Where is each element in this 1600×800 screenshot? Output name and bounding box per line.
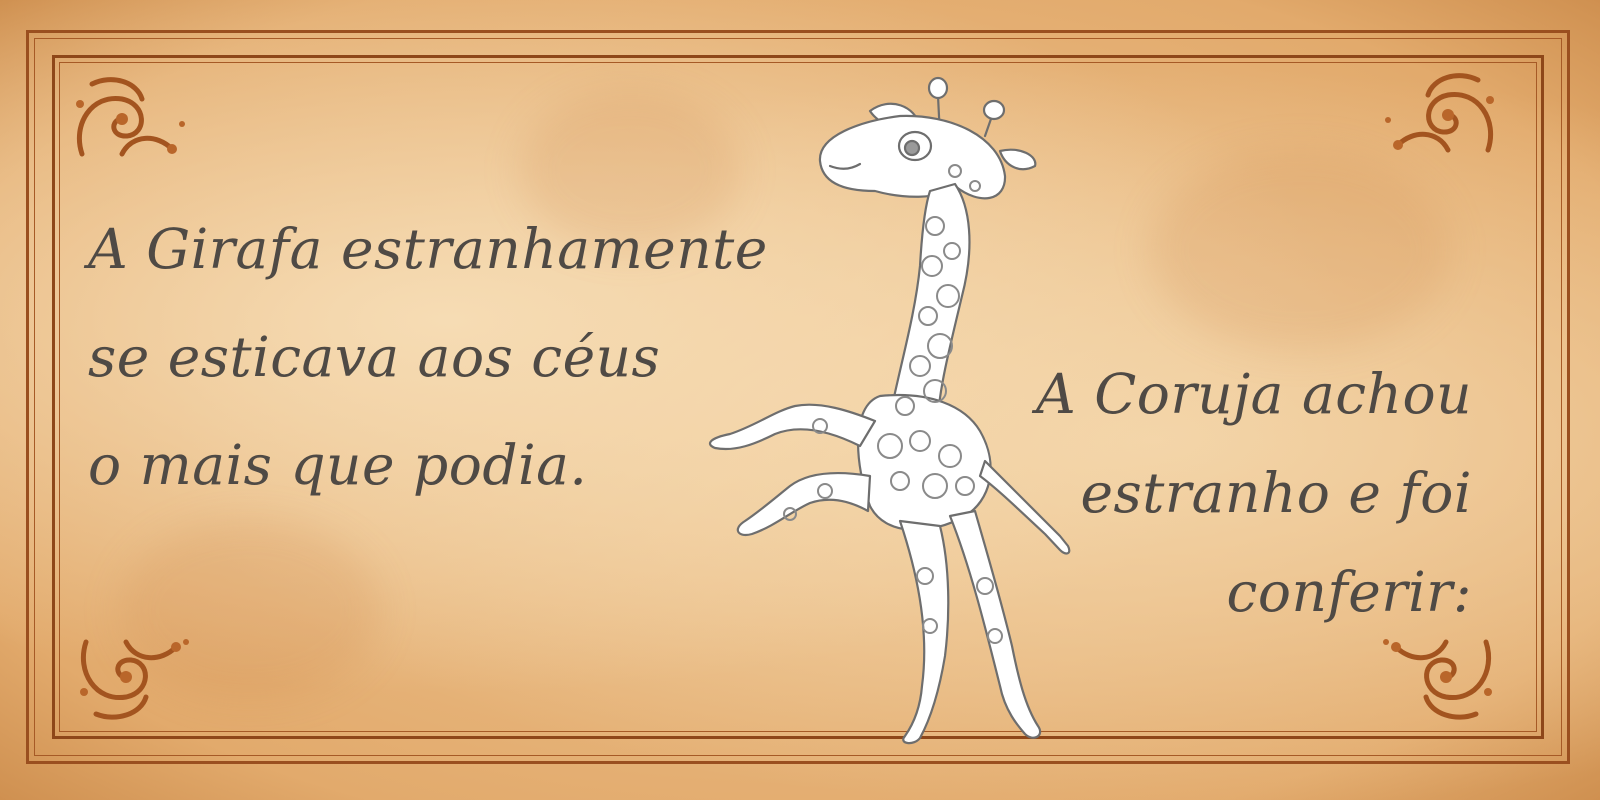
flourish-ornament-top-right-icon [1378,60,1508,170]
story-line: A Coruja achou [1036,362,1472,426]
giraffe-drawing-icon [700,66,1100,746]
story-text-left [88,195,768,519]
story-text-right [1036,345,1472,642]
story-line: estranho e foi [1080,461,1472,525]
story-line: se esticava aos céus [88,325,661,389]
story-line: A Girafa estranhamente [88,217,768,281]
flourish-ornament-top-left-icon [62,64,192,174]
story-line: conferir: [1226,560,1472,624]
flourish-ornament-bottom-left-icon [66,622,196,732]
story-line: o mais que podia. [88,433,588,497]
